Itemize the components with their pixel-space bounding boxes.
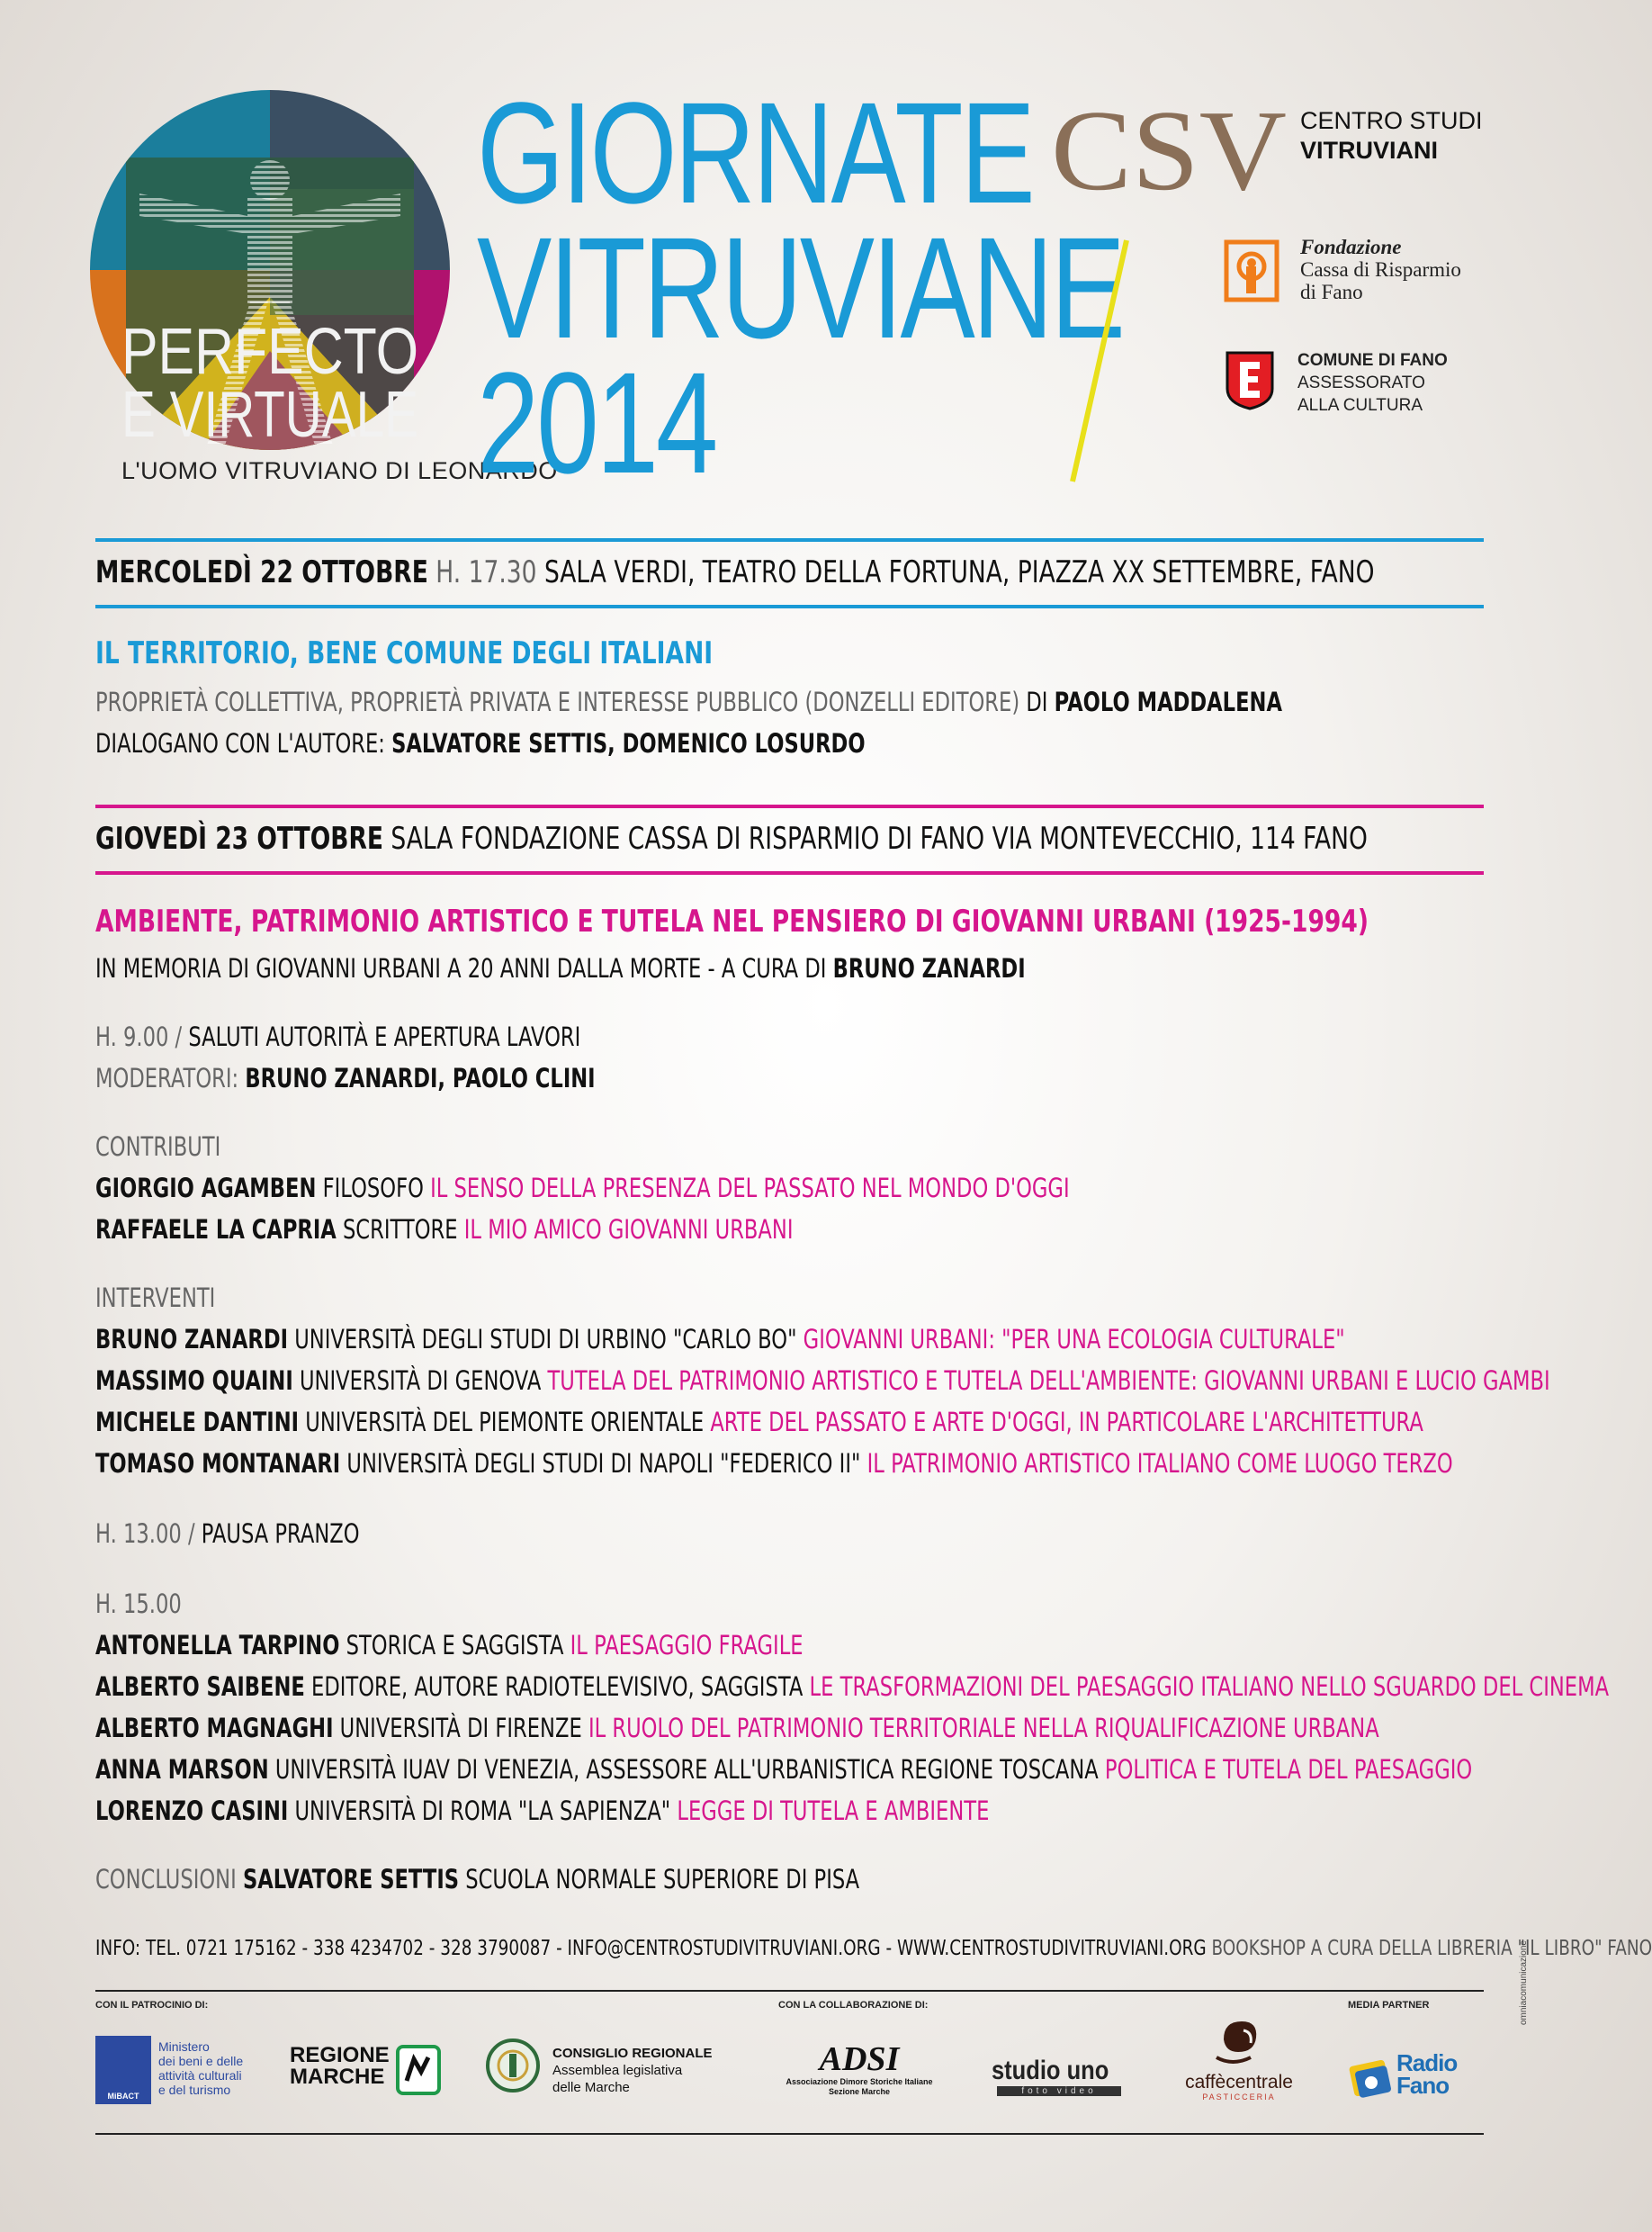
day2-opening-time: H. 9.00 /	[95, 1022, 183, 1052]
day2-header	[95, 823, 1368, 855]
talk-title: GIOVANNI URBANI: "PER UNA ECOLOGIA CULTURALE"	[803, 1324, 1345, 1354]
day2-moderators-row	[95, 1062, 596, 1094]
speaker-role: UNIVERSITÀ DI ROMA "LA SAPIENZA"	[294, 1796, 671, 1826]
page-title	[477, 72, 1123, 503]
talk-title: POLITICA E TUTELA DEL PAESAGGIO	[1104, 1754, 1473, 1785]
interventi-label: INTERVENTI	[95, 1282, 216, 1313]
logo-title-line2: E VIRTUALE	[121, 379, 418, 451]
speaker-name: ALBERTO SAIBENE	[95, 1671, 305, 1702]
list-item	[95, 1629, 804, 1661]
fondazione-line3: di Fano	[1300, 281, 1363, 303]
list-item	[95, 1447, 1453, 1480]
day2-event-title-row	[95, 905, 1369, 938]
list-item	[95, 1364, 1550, 1397]
talk-title: TUTELA DEL PATRIMONIO ARTISTICO E TUTELA DELL'AMBIENTE: GIOVANNI URBANI E LUCIO GAMBI	[547, 1365, 1550, 1396]
speaker-role: SCRITTORE	[342, 1214, 458, 1245]
speaker-role: UNIVERSITÀ DEGLI STUDI DI URBINO "CARLO BO"	[294, 1324, 797, 1354]
day1-dialog-row	[95, 727, 866, 760]
title-line3: 2014	[477, 342, 716, 503]
title-line1: GIORNATE	[477, 72, 1033, 233]
speaker-name: MICHELE DANTINI	[95, 1407, 300, 1437]
day1-book-row	[95, 686, 1282, 718]
consiglio-seal-icon	[486, 2032, 540, 2099]
lunch-text: PAUSA PRANZO	[201, 1518, 360, 1549]
info-contacts: INFO: TEL. 0721 175162 - 338 4234702 - 328 3790087 - INFO@CENTROSTUDIVITRUVIANI.ORG - WWW.CENTROSTUDIVITRUVIANI.ORG	[95, 1937, 1207, 1960]
speaker-role: STORICA E SAGGISTA	[346, 1630, 564, 1660]
comune-name	[1297, 349, 1448, 417]
logo-subtitle: L'UOMO VITRUVIANO DI LEONARDO	[121, 457, 558, 484]
svg-text:CSV: CSV	[1051, 86, 1287, 214]
speaker-role: UNIVERSITÀ DEL PIEMONTE ORIENTALE	[305, 1407, 705, 1437]
mibact-emblem-icon: MiBACT	[95, 2036, 151, 2104]
speaker-role: UNIVERSITÀ DI GENOVA	[299, 1365, 542, 1396]
fondazione-name	[1300, 236, 1461, 303]
speaker-role: UNIVERSITÀ DEGLI STUDI DI NAPOLI "FEDERICO II"	[346, 1448, 861, 1479]
list-item	[95, 1172, 1070, 1204]
speaker-role: EDITORE, AUTORE RADIOTELEVISIVO, SAGGISTA	[311, 1671, 804, 1702]
list-item	[95, 1323, 1345, 1355]
consiglio-regionale-logo: CONSIGLIO REGIONALE Assemblea legislativa delle Marche	[486, 2032, 720, 2104]
collaborazione-label: CON LA COLLABORAZIONE DI:	[778, 2000, 929, 2011]
day2-memoria: IN MEMORIA DI GIOVANNI URBANI A 20 ANNI DALLA MORTE - A CURA DI	[95, 953, 827, 984]
day1-header	[95, 556, 1374, 589]
speaker-name: ANTONELLA TARPINO	[95, 1630, 340, 1660]
day2-moderators-label: MODERATORI:	[95, 1063, 239, 1094]
conclusioni-label: CONCLUSIONI	[95, 1864, 237, 1894]
contributi-label: CONTRIBUTI	[95, 1131, 221, 1162]
list-item	[95, 1753, 1472, 1786]
radio-fano-logo: Radio Fano	[1348, 2048, 1483, 2102]
regione-emblem-icon	[396, 2045, 441, 2095]
contributi-label-row	[95, 1130, 220, 1163]
csv-line2: VITRUVIANI	[1300, 137, 1439, 164]
day1-date: MERCOLEDÌ 22 OTTOBRE	[95, 554, 428, 590]
adsi-logo: ADSI Associazione Dimore Storiche Italiane Sezione Marche	[786, 2040, 933, 2096]
csv-logo-mark	[1051, 86, 1289, 214]
comune-shield-icon	[1224, 349, 1276, 410]
comune-line2: ASSESSORATO	[1297, 374, 1425, 392]
fondazione-line1: Fondazione	[1300, 236, 1402, 258]
patrocinio-label: CON IL PATROCINIO DI:	[95, 2000, 209, 2011]
csv-name	[1300, 106, 1483, 166]
speaker-name: RAFFAELE LA CAPRIA	[95, 1214, 337, 1245]
day1-bottom-rule	[95, 605, 1484, 608]
fondazione-logo-icon	[1224, 239, 1279, 302]
list-item	[95, 1712, 1379, 1744]
speaker-name: ALBERTO MAGNAGHI	[95, 1713, 334, 1743]
day2-event-title: AMBIENTE, PATRIMONIO ARTISTICO E TUTELA NEL PENSIERO DI GIOVANNI URBANI (1925-1994)	[95, 904, 1369, 940]
day2-date: GIOVEDÌ 23 OTTOBRE	[95, 821, 383, 857]
comune-line1: COMUNE DI FANO	[1297, 351, 1448, 370]
speaker-name: LORENZO CASINI	[95, 1796, 289, 1826]
talk-title: ARTE DEL PASSATO E ARTE D'OGGI, IN PARTICOLARE L'ARCHITETTURA	[710, 1407, 1423, 1437]
day2-moderators: BRUNO ZANARDI, PAOLO CLINI	[245, 1063, 596, 1094]
day1-book-desc: PROPRIETÀ COLLETTIVA, PROPRIETÀ PRIVATA E INTERESSE PUBBLICO (DONZELLI EDITORE)	[95, 687, 1020, 717]
title-line2: VITRUVIANE	[477, 207, 1123, 368]
design-credit: omniacomunicazione	[1519, 1940, 1529, 2025]
day2-top-rule	[95, 805, 1484, 808]
coffee-cup-icon	[1211, 2016, 1267, 2068]
lunch-time: H. 13.00 /	[95, 1518, 195, 1549]
day1-venue: SALA VERDI, TEATRO DELLA FORTUNA, PIAZZA XX SETTEMBRE, FANO	[543, 554, 1375, 590]
caffe-centrale-logo: caffècentrale PASTICCERIA	[1172, 2016, 1306, 2106]
day2-opening-text: SALUTI AUTORITÀ E APERTURA LAVORI	[188, 1022, 581, 1052]
talk-title: IL MIO AMICO GIOVANNI URBANI	[463, 1214, 794, 1245]
list-item	[95, 1795, 989, 1827]
comune-line3: ALLA CULTURA	[1297, 396, 1423, 415]
list-item	[95, 1213, 794, 1246]
day1-event-title: IL TERRITORIO, BENE COMUNE DEGLI ITALIANI	[95, 635, 714, 671]
footer-bottom-rule	[95, 2133, 1484, 2135]
footer-info	[95, 1937, 1652, 1960]
list-item	[95, 1670, 1609, 1703]
csv-line1: CENTRO STUDI	[1300, 107, 1483, 134]
yellow-slash-divider	[1062, 238, 1134, 490]
day1-dialog-label: DIALOGANO CON L'AUTORE:	[95, 728, 385, 759]
day1-dialog-names: SALVATORE SETTIS, DOMENICO LOSURDO	[391, 728, 866, 759]
afternoon-time: H. 15.00	[95, 1588, 182, 1619]
interventi-label-row	[95, 1282, 215, 1314]
day2-bottom-rule	[95, 871, 1484, 875]
conclusioni-name: SALVATORE SETTIS	[242, 1864, 460, 1894]
day2-memoria-row	[95, 952, 1026, 985]
day2-curator: BRUNO ZANARDI	[832, 953, 1026, 984]
day1-event-title-row	[95, 637, 713, 670]
conclusioni-row	[95, 1863, 859, 1895]
logo-title-line1: PERFECTO	[121, 316, 418, 388]
conclusioni-role: SCUOLA NORMALE SUPERIORE DI PISA	[465, 1864, 860, 1894]
day2-opening-row	[95, 1021, 580, 1053]
media-partner-label: MEDIA PARTNER	[1348, 2000, 1430, 2011]
footer-top-rule	[95, 1990, 1484, 1992]
day1-book-by: DI	[1026, 687, 1048, 717]
talk-title: IL PATRIMONIO ARTISTICO ITALIANO COME LUOGO TERZO	[866, 1448, 1453, 1479]
day1-top-rule	[95, 538, 1484, 542]
afternoon-time-row	[95, 1588, 182, 1620]
talk-title: IL RUOLO DEL PATRIMONIO TERRITORIALE NELLA RIQUALIFICAZIONE URBANA	[588, 1713, 1379, 1743]
perfecto-virtuale-logo	[90, 90, 450, 450]
talk-title: LEGGE DI TUTELA E AMBIENTE	[677, 1796, 990, 1826]
day1-time: H. 17.30	[435, 554, 537, 590]
talk-title: LE TRASFORMAZIONI DEL PAESAGGIO ITALIANO NELLO SGUARDO DEL CINEMA	[809, 1671, 1610, 1702]
list-item	[95, 1406, 1423, 1438]
day1-book-author: PAOLO MADDALENA	[1054, 687, 1282, 717]
talk-title: IL SENSO DELLA PRESENZA DEL PASSATO NEL MONDO D'OGGI	[430, 1173, 1070, 1203]
studio-uno-logo: studio uno foto video	[992, 2057, 1136, 2102]
speaker-role: UNIVERSITÀ DI FIRENZE	[339, 1713, 582, 1743]
speaker-name: MASSIMO QUAINI	[95, 1365, 293, 1396]
lunch-row	[95, 1517, 360, 1550]
speaker-name: BRUNO ZANARDI	[95, 1324, 289, 1354]
speaker-name: GIORGIO AGAMBEN	[95, 1173, 317, 1203]
speaker-name: TOMASO MONTANARI	[95, 1448, 341, 1479]
talk-title: IL PAESAGGIO FRAGILE	[570, 1630, 804, 1660]
radio-icon	[1348, 2052, 1396, 2099]
speaker-name: ANNA MARSON	[95, 1754, 269, 1785]
speaker-role: FILOSOFO	[322, 1173, 424, 1203]
mibact-logo: MiBACT Ministero dei beni e delle attività culturali e del turismo	[95, 2036, 248, 2104]
fondazione-line2: Cassa di Risparmio	[1300, 258, 1461, 281]
day2-venue: SALA FONDAZIONE CASSA DI RISPARMIO DI FANO VIA MONTEVECCHIO, 114 FANO	[391, 821, 1368, 857]
speaker-role: UNIVERSITÀ IUAV DI VENEZIA, ASSESSORE ALL'URBANISTICA REGIONE TOSCANA	[274, 1754, 1099, 1785]
regione-marche-logo: REGIONE MARCHE	[290, 2043, 443, 2097]
bookshop-note: BOOKSHOP A CURA DELLA LIBRERIA "IL LIBRO" FANO	[1211, 1937, 1652, 1960]
